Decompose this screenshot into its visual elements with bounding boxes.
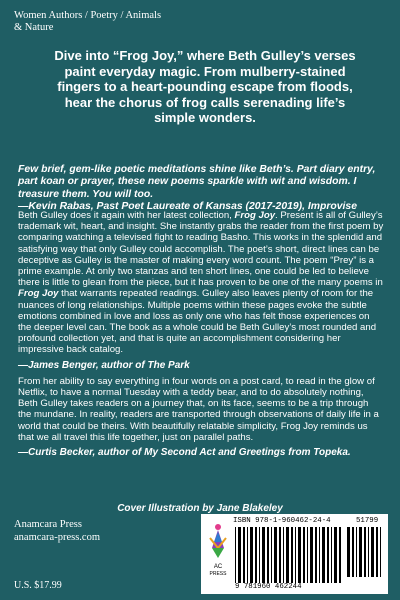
publisher-block	[14, 519, 100, 544]
price-label: U.S. $17.99	[14, 580, 62, 591]
publisher-name: Anamcara Press	[14, 519, 82, 530]
review-benger-text-part: that warrants repeated readings. Gulley also leaves plenty of room for the nuances of long relationships. Multiple poems within these pages evoke the subtle emotions combined in love and loss as only one who has felt those experiences on the deeper level can. The book as a whole could be Beth Gulley’s most rounded and profound collection yet, and that is quite an accomplishment considering her impressive back catalog.	[18, 288, 377, 356]
attribution-part: —Curtis Becker, author of	[18, 447, 145, 459]
barcode-addon-icon	[347, 527, 383, 577]
book-categories: Women Authors / Poetry / Animals & Nature	[14, 10, 162, 33]
attribution-part: —James Benger, author of	[18, 359, 148, 371]
barcode-panel	[201, 514, 388, 594]
barcode-number: 9 781960 462244	[235, 583, 302, 591]
review-becker-text: From her ability to say everything in four words on a post card, to read in the glow of Netflix, to have a normal Tuesday with a teddy bear, and to do absolutely nothing, Beth Gulley takes readers on a journey that, on its face, seems to be a trip through the mundane. In reality, readers are transported through observations of daily life in a world that could be theirs. With beautifully relatable simplicity, Frog Joy reminds us that we all travel this life together, just on parallel paths.	[18, 375, 379, 443]
review-rabas	[18, 164, 382, 214]
headline-blurb: Dive into “Frog Joy,” where Beth Gulley’s verses paint everyday magic. From mulberry-stained fingers to a heart-pounding escape from floods, hear the chorus of frog calls serenading life’s simple wonders.	[54, 48, 356, 126]
attribution-book: The Park	[147, 359, 190, 371]
reviews-body	[18, 210, 384, 463]
review-becker-attribution	[18, 447, 384, 458]
isbn-text: ISBN 978-1-960462-24-4	[233, 517, 331, 525]
review-benger-text-part: Beth Gulley does it again with her latest collection,	[18, 210, 235, 221]
review-rabas-quote: Few brief, gem-like poetic meditations shine like Beth’s. Part diary entry, part koan or prayer, these new poems sparkle with wit and wisdom. I treasure them. You will too.	[18, 164, 376, 200]
book-title-inline: Frog Joy	[234, 210, 276, 221]
review-benger-text	[18, 210, 384, 356]
review-benger-attribution	[18, 360, 384, 371]
svg-text:PRESS: PRESS	[209, 571, 227, 577]
book-title-inline: Frog Joy	[18, 288, 59, 300]
barcode-addon-number: 51799	[356, 517, 379, 525]
publisher-logo-icon	[205, 518, 231, 590]
svg-text:AC: AC	[213, 564, 223, 570]
attribution-book: My Second Act and Greetings from Topeka.	[144, 447, 351, 459]
cover-credit: Cover Illustration by Jane Blakeley	[117, 503, 283, 514]
publisher-url: anamcara-press.com	[14, 531, 100, 543]
barcode-main-icon	[235, 527, 343, 583]
review-rabas-attribution: —Kevin Rabas, Past Poet Laureate of Kansas (2017-2019), Improvise	[18, 201, 357, 213]
review-benger-text-part: . Present is all of Gulley’s trademark wit, heart, and insight. She instantly grabs the reader from the first poem by comparing watching a televised fight to reading Basho. This works in the splendid and satisfying way that only Gulley could accomplish. The poet’s short, direct lines can be deceptive as Gulley is the master of making every word count. The poem “Prey” is a prime example. At only two stanzas and ten short lines, one could be led to believe there is little to glean from the piece, but it has proven to be one of the many poems in	[18, 210, 384, 289]
